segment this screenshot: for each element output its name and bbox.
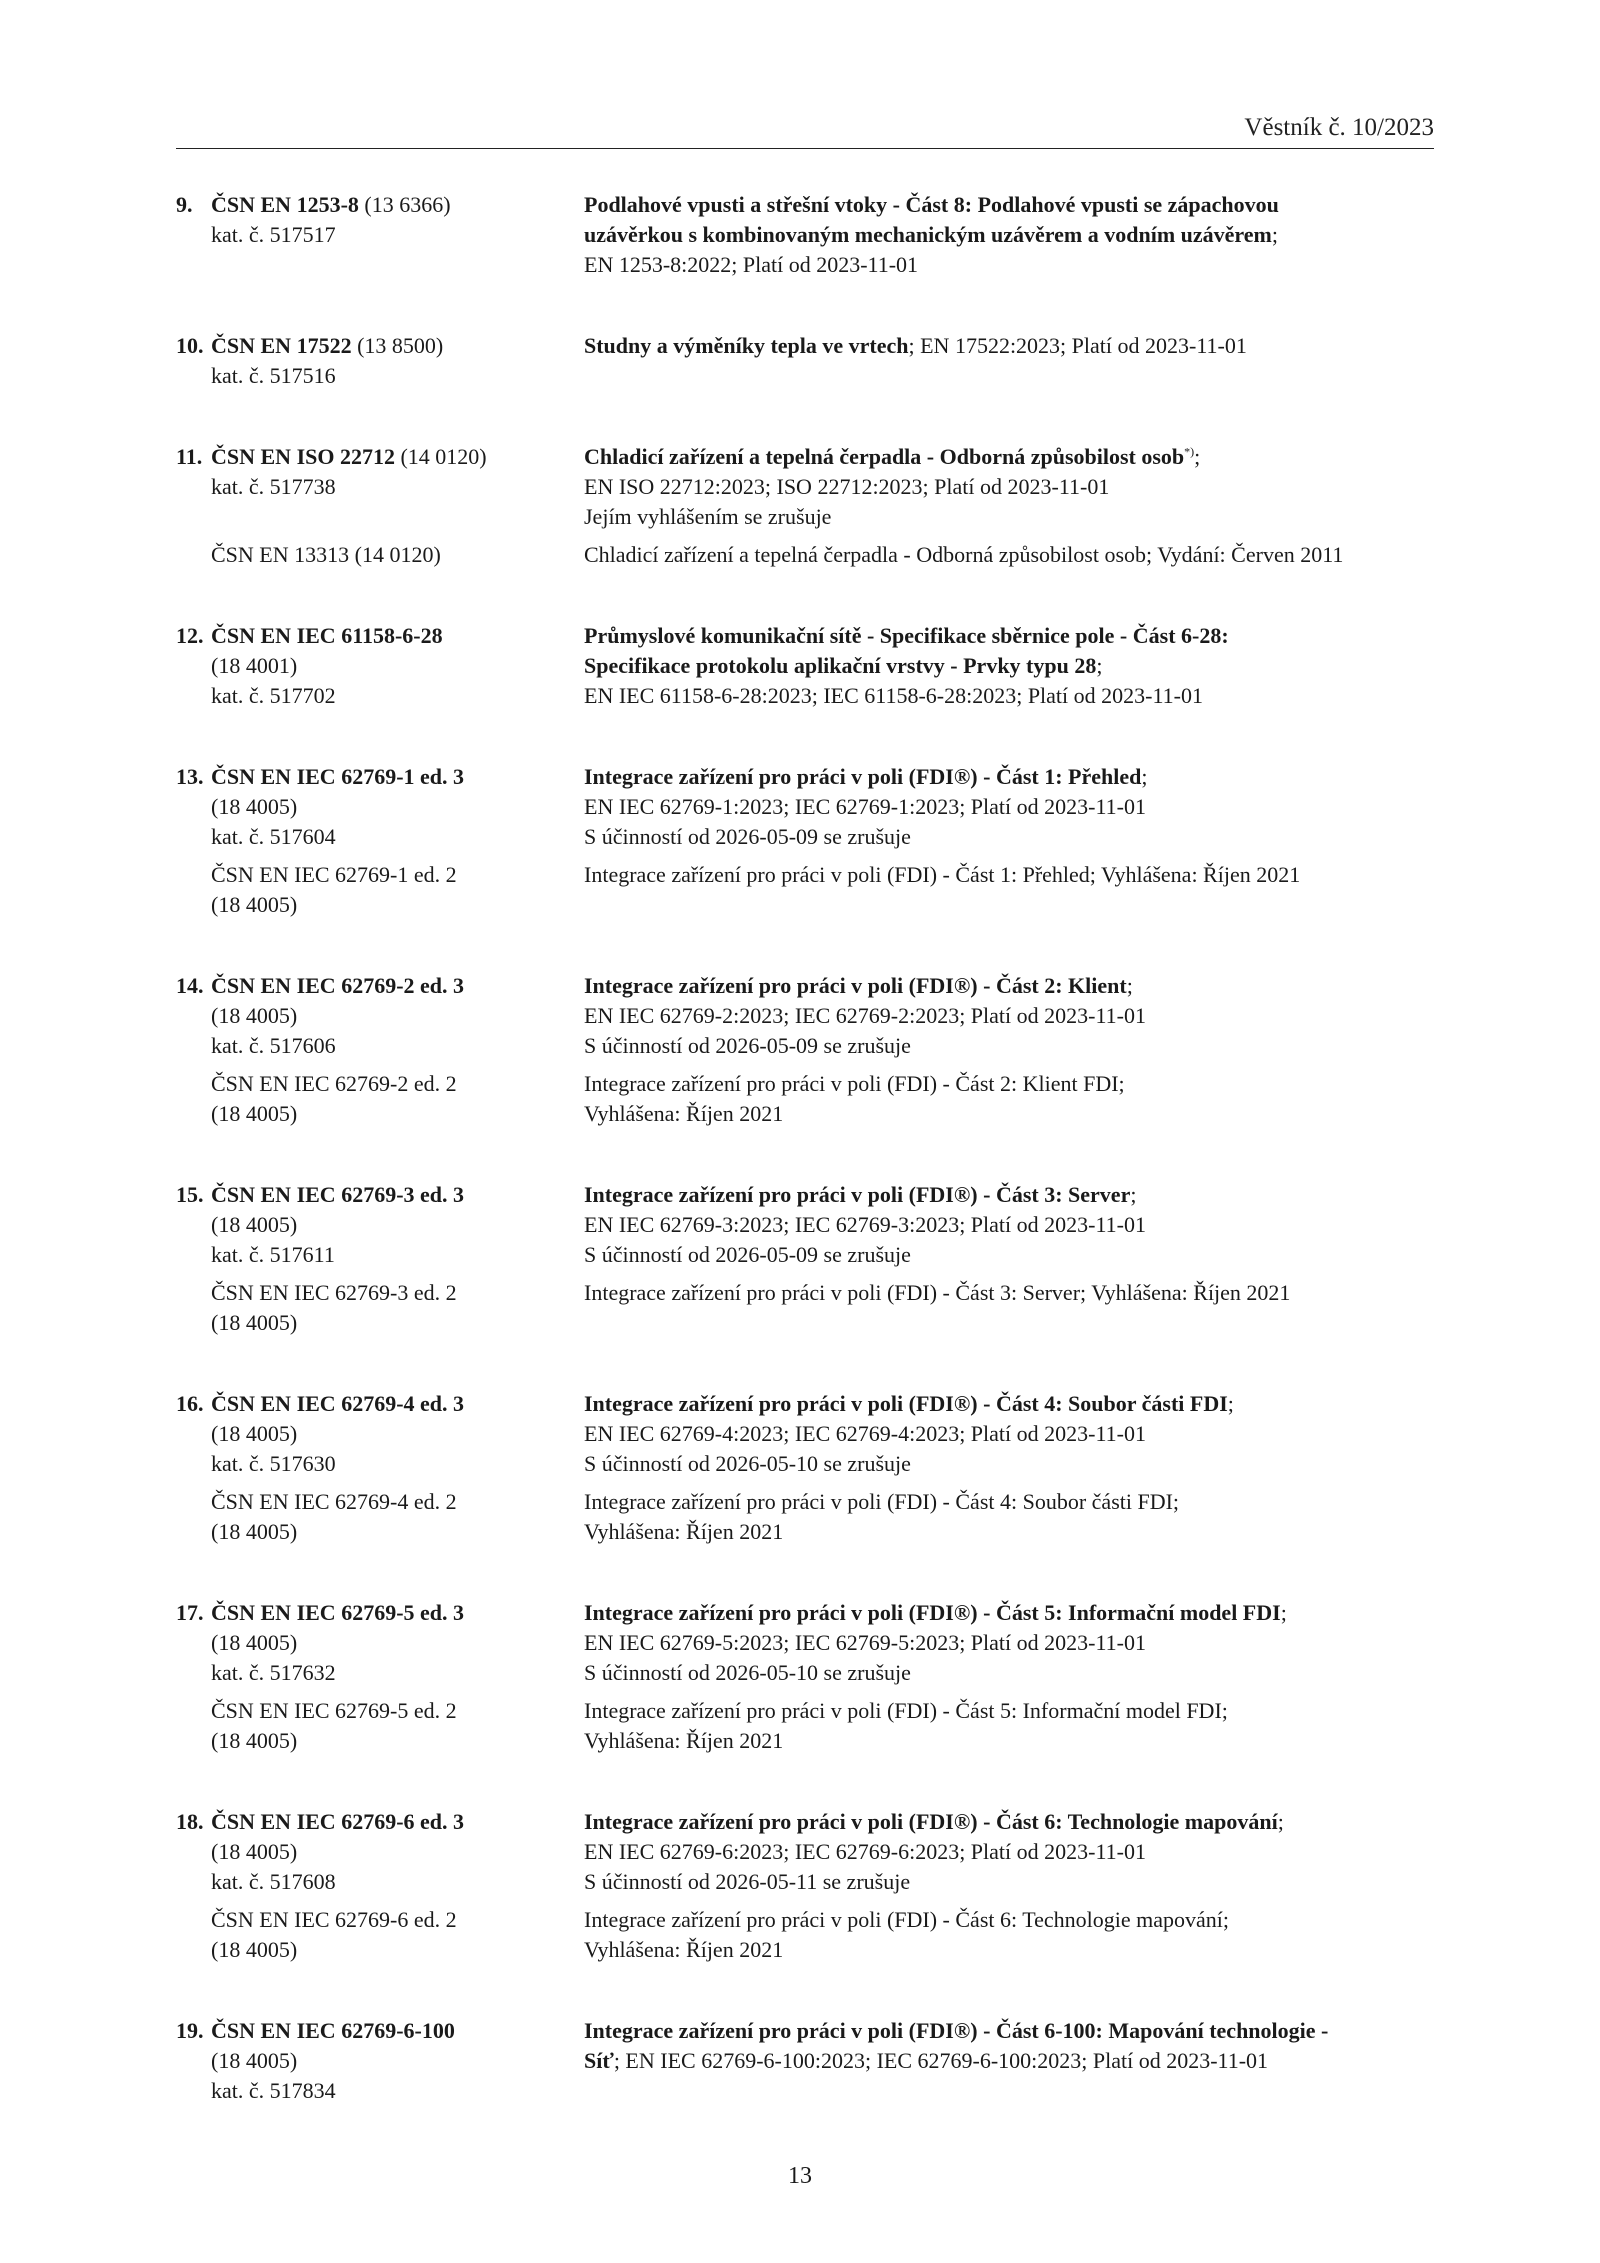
withdrawn-standard-title: Integrace zařízení pro práci v poli (FDI) - Část 3: Server; Vyhlášena: Říjen 2021 bbox=[584, 1280, 1291, 1305]
catalog-number: kat. č. 517516 bbox=[211, 363, 336, 388]
standard-title: Integrace zařízení pro práci v poli (FDI®) - Část 6: Technologie mapování bbox=[584, 1809, 1278, 1834]
withdrawn-classification: (18 4005) bbox=[211, 1937, 298, 1962]
standard-entry-18: 18. ČSN EN IEC 62769-6 ed. 3 (18 4005) kat. č. 517608 Integrace zařízení pro práci v poli (FDI®) - Část 6: Technologie mapování; EN IEC 62769-6:2023; IEC 62769-6:2023; Platí od 2023-11-01 S účinností od 2026-05-11 se zrušuje ČSN EN IEC 62769-6 ed. 2 (18 4005) Integrace zařízení pro práci v poli (FDI) - Část 6: Technologie mapování; Vyhlášena: Říjen 2021 bbox=[176, 1807, 1434, 1965]
withdrawal-note: S účinností od 2026-05-09 se zrušuje bbox=[584, 824, 911, 849]
withdrawal-note: Jejím vyhlášením se zrušuje bbox=[584, 504, 832, 529]
withdrawn-standard-code: ČSN EN 13313 (14 0120) bbox=[211, 542, 441, 567]
withdrawal-note: S účinností od 2026-05-10 se zrušuje bbox=[584, 1660, 911, 1685]
withdrawn-classification: (18 4005) bbox=[211, 1728, 298, 1753]
entry-number: 19. bbox=[176, 2018, 204, 2043]
classification: (18 4005) bbox=[211, 1421, 298, 1446]
standard-entry-10 bbox=[176, 331, 1434, 391]
standard-code: ČSN EN IEC 62769-1 ed. 3 bbox=[211, 764, 465, 789]
standard-entry-13: 13. ČSN EN IEC 62769-1 ed. 3 (18 4005) kat. č. 517604 Integrace zařízení pro práci v poli (FDI®) - Část 1: Přehled; EN IEC 62769-1:2023; IEC 62769-1:2023; Platí od 2023-11-01 S účinností od 2026-05-09 se zrušuje ČSN EN IEC 62769-1 ed. 2 (18 4005) Integrace zařízení pro práci v poli (FDI) - Část 1: Přehled; Vyhlášena: Říjen 2021 bbox=[176, 762, 1434, 920]
standard-entry-16: 16. ČSN EN IEC 62769-4 ed. 3 (18 4005) kat. č. 517630 Integrace zařízení pro práci v poli (FDI®) - Část 4: Soubor části FDI; EN IEC 62769-4:2023; IEC 62769-4:2023; Platí od 2023-11-01 S účinností od 2026-05-10 se zrušuje ČSN EN IEC 62769-4 ed. 2 (18 4005) Integrace zařízení pro práci v poli (FDI) - Část 4: Soubor části FDI; Vyhlášena: Říjen 2021 bbox=[176, 1389, 1434, 1547]
classification: (18 4005) bbox=[211, 1839, 298, 1864]
withdrawn-standard-code: ČSN EN IEC 62769-6 ed. 2 bbox=[211, 1907, 457, 1932]
entry-number: 12. bbox=[176, 623, 204, 648]
standard-code: ČSN EN ISO 22712 bbox=[211, 444, 395, 469]
catalog-number: kat. č. 517604 bbox=[211, 824, 336, 849]
standard-title: Studny a výměníky tepla ve vrtech bbox=[584, 333, 909, 358]
withdrawn-classification: (18 4005) bbox=[211, 1101, 298, 1126]
standard-title: Integrace zařízení pro práci v poli (FDI®) - Část 1: Přehled bbox=[584, 764, 1142, 789]
entry-number: 9. bbox=[176, 192, 193, 217]
standard-code: ČSN EN IEC 62769-2 ed. 3 bbox=[211, 973, 465, 998]
withdrawn-standard-code: ČSN EN IEC 62769-2 ed. 2 bbox=[211, 1071, 457, 1096]
withdrawn-classification: (18 4005) bbox=[211, 1310, 298, 1335]
standard-title: Chladicí zařízení a tepelná čerpadla - Odborná způsobilost osob bbox=[584, 444, 1185, 469]
standard-reference: EN IEC 61158-6-28:2023; IEC 61158-6-28:2023; Platí od 2023-11-01 bbox=[584, 683, 1203, 708]
standard-entry-9 bbox=[176, 190, 1434, 280]
withdrawn-announced: Vyhlášena: Říjen 2021 bbox=[584, 1519, 784, 1544]
entry-number: 11. bbox=[176, 444, 203, 469]
standard-entry-19 bbox=[176, 2016, 1434, 2106]
withdrawn-standard-code: ČSN EN IEC 62769-5 ed. 2 bbox=[211, 1698, 457, 1723]
classification: (18 4001) bbox=[211, 653, 298, 678]
standard-reference: EN IEC 62769-2:2023; IEC 62769-2:2023; Platí od 2023-11-01 bbox=[584, 1003, 1146, 1028]
catalog-number: kat. č. 517630 bbox=[211, 1451, 336, 1476]
entry-number: 10. bbox=[176, 333, 204, 358]
standard-reference: EN IEC 62769-4:2023; IEC 62769-4:2023; Platí od 2023-11-01 bbox=[584, 1421, 1146, 1446]
withdrawn-standard-title: Chladicí zařízení a tepelná čerpadla - Odborná způsobilost osob; Vydání: Červen 2011 bbox=[584, 542, 1344, 567]
catalog-number: kat. č. 517611 bbox=[211, 1242, 335, 1267]
catalog-number: kat. č. 517608 bbox=[211, 1869, 336, 1894]
withdrawn-standard-title: Integrace zařízení pro práci v poli (FDI) - Část 4: Soubor části FDI; bbox=[584, 1489, 1180, 1514]
classification: (18 4005) bbox=[211, 794, 298, 819]
standard-reference: EN IEC 62769-3:2023; IEC 62769-3:2023; Platí od 2023-11-01 bbox=[584, 1212, 1146, 1237]
standard-code: ČSN EN IEC 62769-4 ed. 3 bbox=[211, 1391, 465, 1416]
withdrawn-standard-code: ČSN EN IEC 62769-4 ed. 2 bbox=[211, 1489, 457, 1514]
standard-reference: ; EN 17522:2023; Platí od 2023-11-01 bbox=[908, 333, 1247, 358]
classification: (18 4005) bbox=[211, 1630, 298, 1655]
standard-code: ČSN EN IEC 62769-5 ed. 3 bbox=[211, 1600, 465, 1625]
catalog-number: kat. č. 517517 bbox=[211, 222, 336, 247]
catalog-number: kat. č. 517834 bbox=[211, 2078, 336, 2103]
entry-number: 15. bbox=[176, 1182, 204, 1207]
footnote-marker: *) bbox=[1184, 444, 1195, 459]
withdrawn-announced: Vyhlášena: Říjen 2021 bbox=[584, 1101, 784, 1126]
withdrawn-announced: Vyhlášena: Říjen 2021 bbox=[584, 1728, 784, 1753]
page-number: 13 bbox=[788, 2163, 812, 2189]
withdrawal-note: S účinností od 2026-05-09 se zrušuje bbox=[584, 1033, 911, 1058]
standard-title-cont: uzávěrkou s kombinovaným mechanickým uzávěrem a vodním uzávěrem bbox=[584, 222, 1272, 247]
withdrawn-classification: (18 4005) bbox=[211, 892, 298, 917]
standard-title: Integrace zařízení pro práci v poli (FDI®) - Část 4: Soubor části FDI bbox=[584, 1391, 1228, 1416]
catalog-number: kat. č. 517606 bbox=[211, 1033, 336, 1058]
title-separator: ; bbox=[1271, 222, 1279, 247]
withdrawn-standard-code: ČSN EN IEC 62769-3 ed. 2 bbox=[211, 1280, 457, 1305]
classification: (13 8500) bbox=[351, 333, 444, 358]
withdrawal-note: S účinností od 2026-05-11 se zrušuje bbox=[584, 1869, 911, 1894]
entry-number: 13. bbox=[176, 764, 204, 789]
standard-title: Integrace zařízení pro práci v poli (FDI®) - Část 3: Server bbox=[584, 1182, 1131, 1207]
classification: (13 6366) bbox=[358, 192, 451, 217]
standard-entry-17: 17. ČSN EN IEC 62769-5 ed. 3 (18 4005) kat. č. 517632 Integrace zařízení pro práci v poli (FDI®) - Část 5: Informační model FDI; EN IEC 62769-5:2023; IEC 62769-5:2023; Platí od 2023-11-01 S účinností od 2026-05-10 se zrušuje ČSN EN IEC 62769-5 ed. 2 (18 4005) Integrace zařízení pro práci v poli (FDI) - Část 5: Informační model FDI; Vyhlášena: Říjen 2021 bbox=[176, 1598, 1434, 1756]
standard-title-cont: Síť bbox=[584, 2048, 614, 2073]
standard-code: ČSN EN IEC 61158-6-28 bbox=[211, 623, 443, 648]
standard-title: Integrace zařízení pro práci v poli (FDI®) - Část 6-100: Mapování technologie - bbox=[584, 2018, 1329, 2043]
standard-title-cont: Specifikace protokolu aplikační vrstvy - Prvky typu 28 bbox=[584, 653, 1097, 678]
standard-code: ČSN EN 1253-8 bbox=[211, 192, 359, 217]
withdrawal-note: S účinností od 2026-05-10 se zrušuje bbox=[584, 1451, 911, 1476]
standards-list bbox=[176, 190, 1434, 2157]
entry-number: 18. bbox=[176, 1809, 204, 1834]
classification: (18 4005) bbox=[211, 1003, 298, 1028]
withdrawal-note: S účinností od 2026-05-09 se zrušuje bbox=[584, 1242, 911, 1267]
withdrawn-announced: Vyhlášena: Říjen 2021 bbox=[584, 1937, 784, 1962]
withdrawn-standard-title: Integrace zařízení pro práci v poli (FDI) - Část 5: Informační model FDI; bbox=[584, 1698, 1228, 1723]
standard-reference: EN IEC 62769-6:2023; IEC 62769-6:2023; Platí od 2023-11-01 bbox=[584, 1839, 1146, 1864]
withdrawn-standard-title: Integrace zařízení pro práci v poli (FDI) - Část 2: Klient FDI; bbox=[584, 1071, 1125, 1096]
standard-entry-11: 11. ČSN EN ISO 22712 (14 0120) kat. č. 517738 Chladicí zařízení a tepelná čerpadla - Odborná způsobilost osob*); EN ISO 22712:2023; ISO 22712:2023; Platí od 2023-11-01 Jejím vyhlášením se zrušuje ČSN EN 13313 (14 0120) Chladicí zařízení a tepelná čerpadla - Odborná způsobilost osob; Vydání: Červen 2011 bbox=[176, 442, 1434, 570]
standard-code: ČSN EN IEC 62769-3 ed. 3 bbox=[211, 1182, 465, 1207]
entry-number: 14. bbox=[176, 973, 204, 998]
standard-entry-12: 12. ČSN EN IEC 61158-6-28 (18 4001) kat. č. 517702 Průmyslové komunikační sítě - Specifikace sběrnice pole - Část 6-28: Specifikace protokolu aplikační vrstvy - Prvky typu 28; EN IEC 61158-6-28:2023; IEC 61158-6-28:2023; Platí od 2023-11-01 bbox=[176, 621, 1434, 711]
catalog-number: kat. č. 517738 bbox=[211, 474, 336, 499]
page-header bbox=[176, 108, 1434, 149]
standard-code: ČSN EN 17522 bbox=[211, 333, 352, 358]
catalog-number: kat. č. 517702 bbox=[211, 683, 336, 708]
standard-code: ČSN EN IEC 62769-6-100 bbox=[211, 2018, 455, 2043]
standard-entry-15: 15. ČSN EN IEC 62769-3 ed. 3 (18 4005) kat. č. 517611 Integrace zařízení pro práci v poli (FDI®) - Část 3: Server; EN IEC 62769-3:2023; IEC 62769-3:2023; Platí od 2023-11-01 S účinností od 2026-05-09 se zrušuje ČSN EN IEC 62769-3 ed. 2 (18 4005) Integrace zařízení pro práci v poli (FDI) - Část 3: Server; Vyhlášena: Říjen 2021 bbox=[176, 1180, 1434, 1338]
standard-reference: EN IEC 62769-1:2023; IEC 62769-1:2023; Platí od 2023-11-01 bbox=[584, 794, 1146, 819]
standard-reference: EN 1253-8:2022; Platí od 2023-11-01 bbox=[584, 252, 919, 277]
standard-reference: ; EN IEC 62769-6-100:2023; IEC 62769-6-100:2023; Platí od 2023-11-01 bbox=[613, 2048, 1269, 2073]
catalog-number: kat. č. 517632 bbox=[211, 1660, 336, 1685]
classification: (18 4005) bbox=[211, 2048, 298, 2073]
withdrawn-standard-title: Integrace zařízení pro práci v poli (FDI) - Část 6: Technologie mapování; bbox=[584, 1907, 1229, 1932]
standard-title: Průmyslové komunikační sítě - Specifikace sběrnice pole - Část 6-28: bbox=[584, 623, 1229, 648]
classification: (14 0120) bbox=[394, 444, 487, 469]
standard-entry-14: 14. ČSN EN IEC 62769-2 ed. 3 (18 4005) kat. č. 517606 Integrace zařízení pro práci v poli (FDI®) - Část 2: Klient; EN IEC 62769-2:2023; IEC 62769-2:2023; Platí od 2023-11-01 S účinností od 2026-05-09 se zrušuje ČSN EN IEC 62769-2 ed. 2 (18 4005) Integrace zařízení pro práci v poli (FDI) - Část 2: Klient FDI; Vyhlášena: Říjen 2021 bbox=[176, 971, 1434, 1129]
withdrawn-classification: (18 4005) bbox=[211, 1519, 298, 1544]
standard-reference: EN IEC 62769-5:2023; IEC 62769-5:2023; Platí od 2023-11-01 bbox=[584, 1630, 1146, 1655]
standard-title: Integrace zařízení pro práci v poli (FDI®) - Část 5: Informační model FDI bbox=[584, 1600, 1281, 1625]
standard-title: Podlahové vpusti a střešní vtoky - Část 8: Podlahové vpusti se zápachovou bbox=[584, 192, 1279, 217]
standard-code: ČSN EN IEC 62769-6 ed. 3 bbox=[211, 1809, 465, 1834]
classification: (18 4005) bbox=[211, 1212, 298, 1237]
standard-title: Integrace zařízení pro práci v poli (FDI®) - Část 2: Klient bbox=[584, 973, 1127, 998]
journal-title: Věstník č. 10/2023 bbox=[1244, 114, 1434, 141]
entry-number: 16. bbox=[176, 1391, 204, 1416]
entry-number: 17. bbox=[176, 1600, 204, 1625]
standard-reference: EN ISO 22712:2023; ISO 22712:2023; Platí od 2023-11-01 bbox=[584, 474, 1110, 499]
withdrawn-standard-code: ČSN EN IEC 62769-1 ed. 2 bbox=[211, 862, 457, 887]
withdrawn-standard-title: Integrace zařízení pro práci v poli (FDI) - Část 1: Přehled; Vyhlášena: Říjen 2021 bbox=[584, 862, 1301, 887]
